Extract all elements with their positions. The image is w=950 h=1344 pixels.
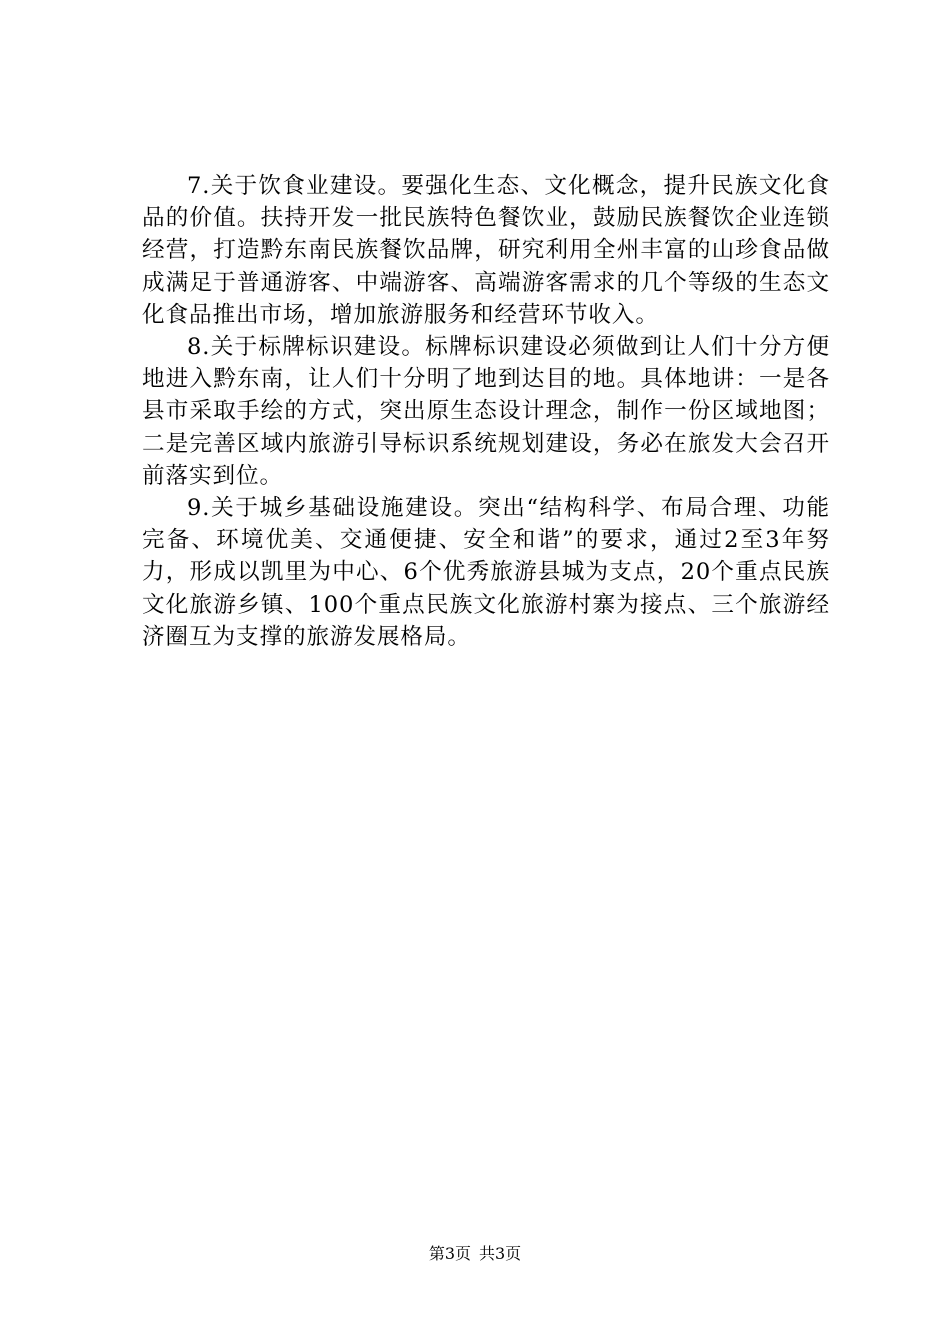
page-footer xyxy=(0,1244,950,1264)
paragraph-infrastructure: 9.关于城乡基础设施建设。突出“结构科学、布局合理、功能完备、环境优美、交通便捷、安全和谐”的要求，通过2至3年努力，形成以凯里为中心、6个优秀旅游县城为支点，20个重点民族文化旅游乡镇、100个重点民族文化旅游村寨为接点、三个旅游经济圈互为支撑的旅游发展格局。 xyxy=(142,495,830,650)
page-number: 第3页 xyxy=(428,1244,471,1263)
paragraph-food-industry: 7.关于饮食业建设。要强化生态、文化概念，提升民族文化食品的价值。扶持开发一批民族特色餐饮业，鼓励民族餐饮企业连锁经营，打造黔东南民族餐饮品牌，研究利用全州丰富的山珍食品做成满足于普通游客、中端游客、高端游客需求的几个等级的生态文化食品推出市场，增加旅游服务和经营环节收入。 xyxy=(142,173,830,328)
paragraph-signage: 8.关于标牌标识建设。标牌标识建设必须做到让人们十分方便地进入黔东南，让人们十分明了地到达目的地。具体地讲：一是各县市采取手绘的方式，突出原生态设计理念，制作一份区域地图；二是完善区域内旅游引导标识系统规划建设，务必在旅发大会召开前落实到位。 xyxy=(142,334,830,489)
document-body xyxy=(142,170,830,653)
page-total: 共3页 xyxy=(479,1244,522,1263)
